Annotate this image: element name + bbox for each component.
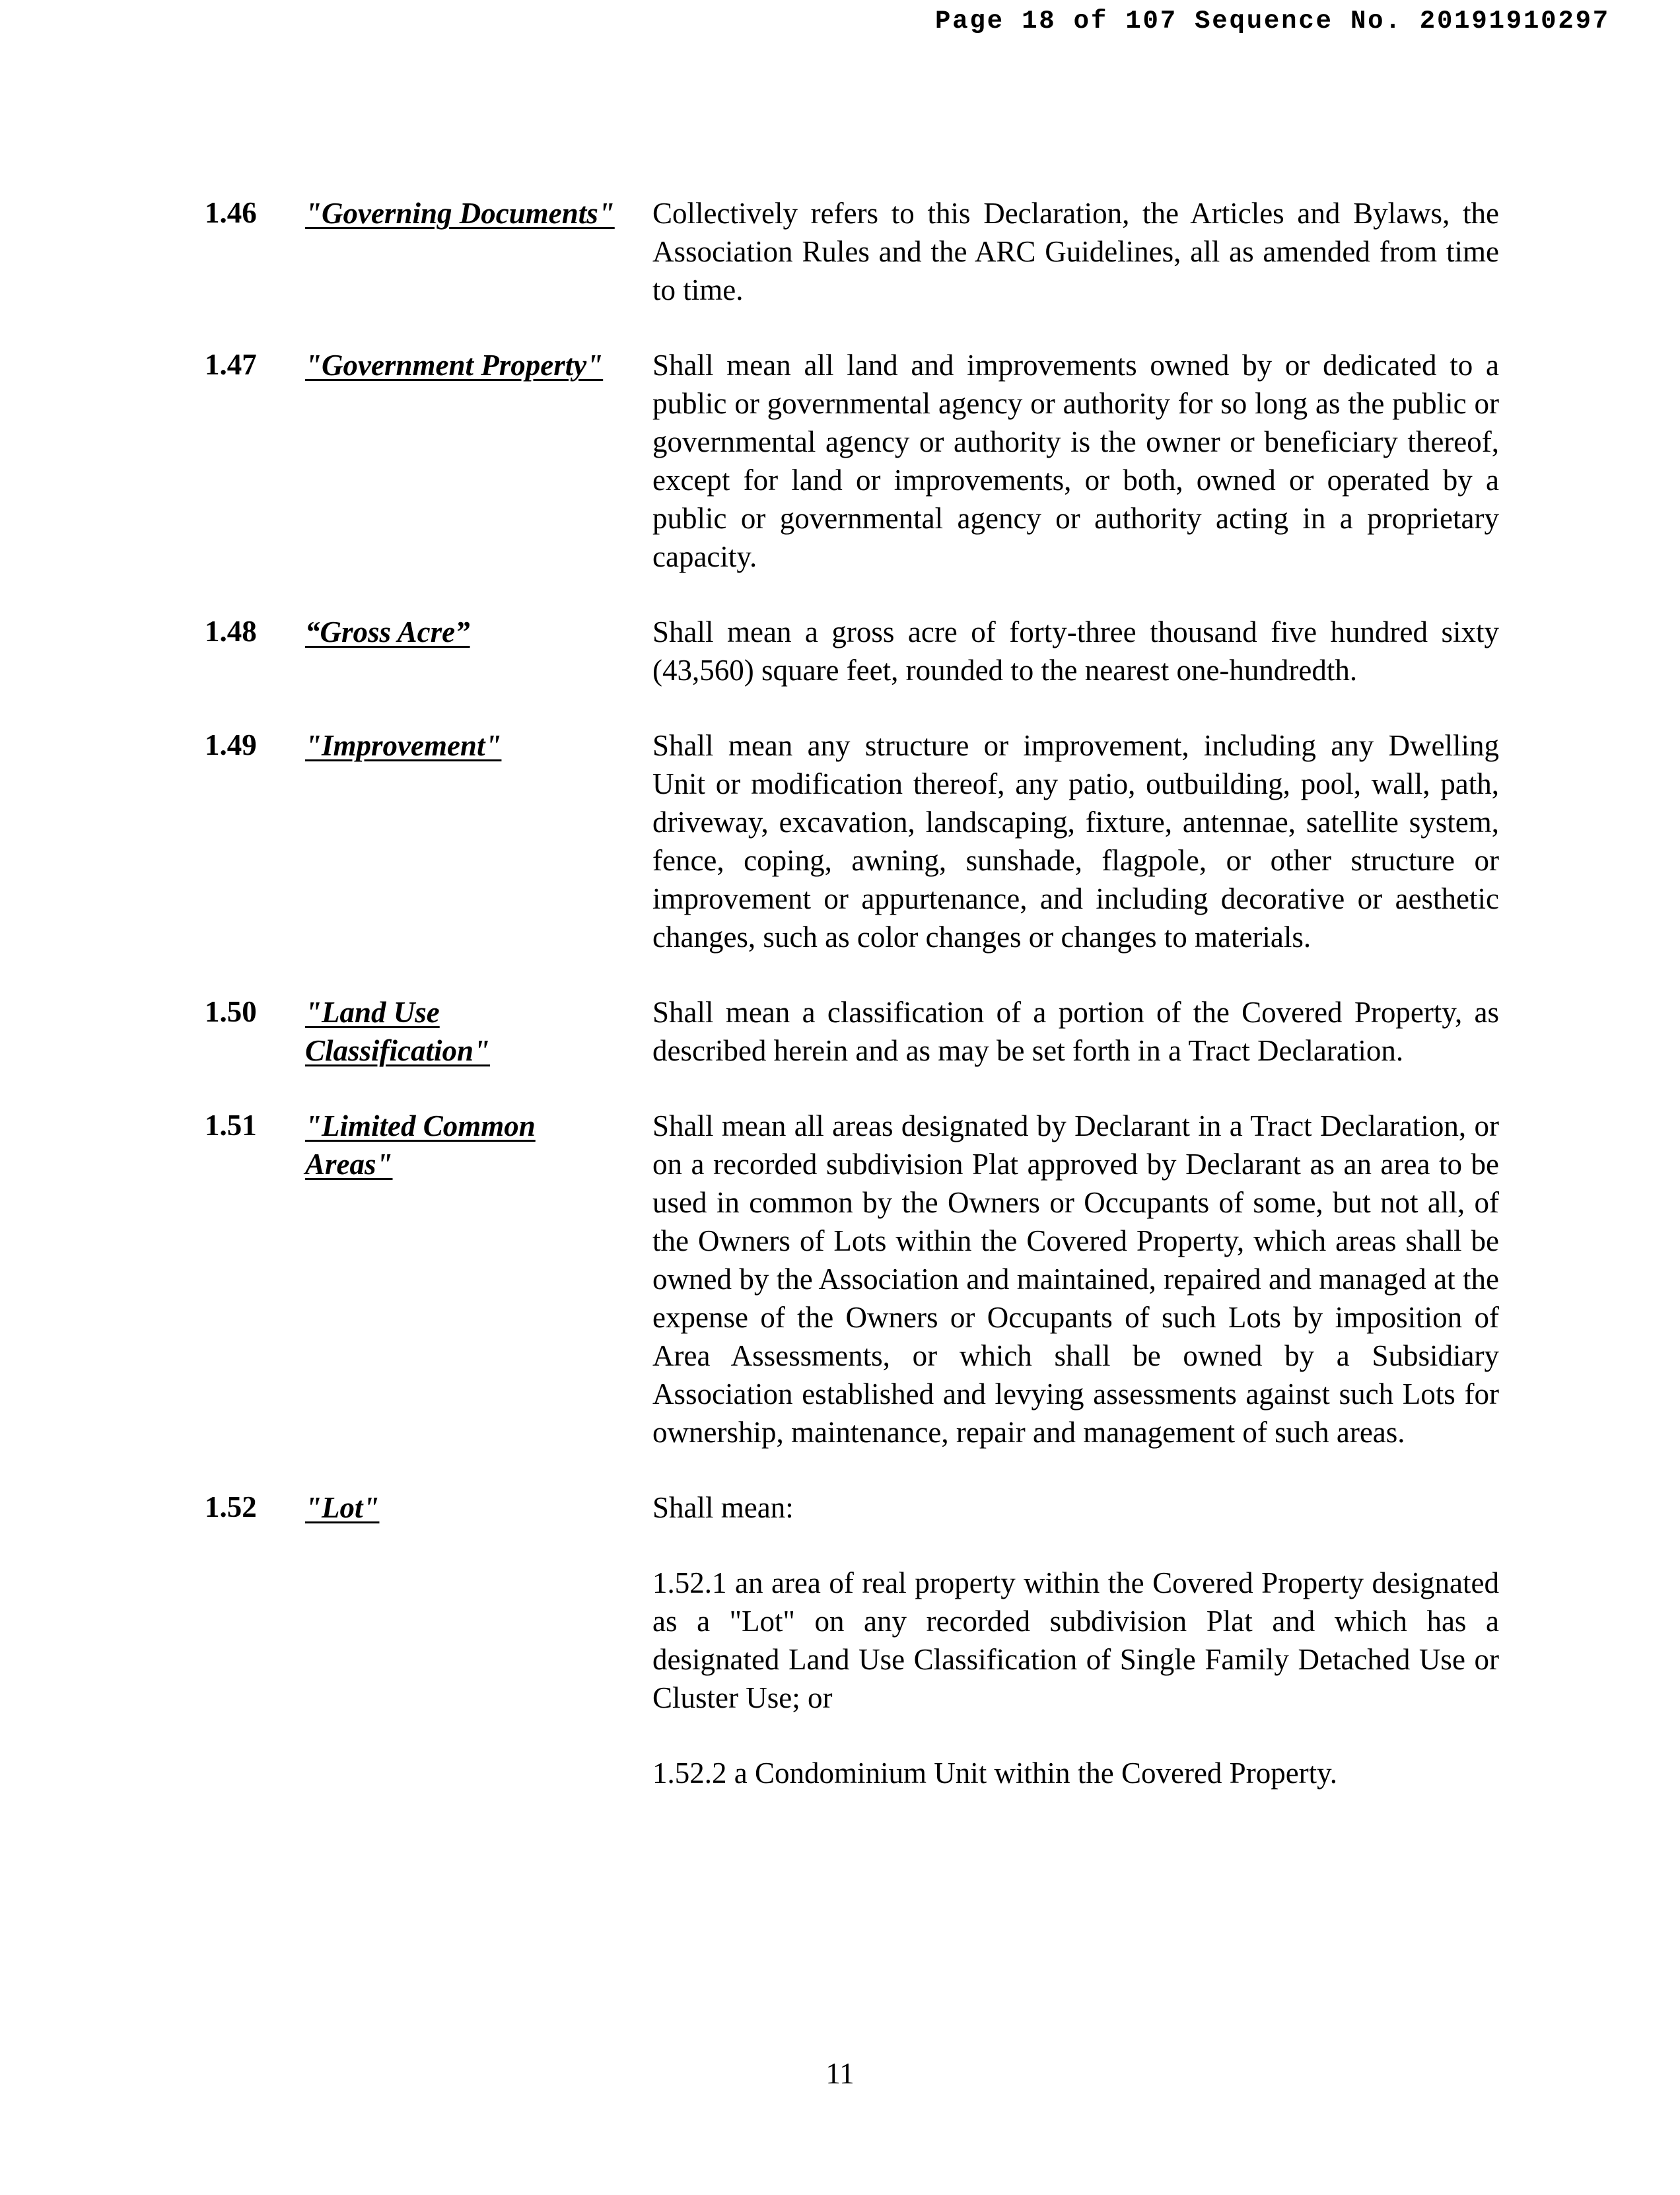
definition-number: 1.49 [205,728,257,761]
definition-item [205,613,1499,689]
definition-item [205,346,1499,576]
definition-text [652,346,1499,576]
definition-paragraph: Shall mean all areas designated by Declarant in a Tract Declaration, or on a recorded subdivision Plat approved by Declarant as an area to be used in common by the Owners or Occupants of some, but not all, of the Owners of Lots within the Covered Property, which areas shall be owned by the Association and maintained, repaired and managed at the expense of the Owners or Occupants of such Lots by imposition of Area Assessments, or which shall be owned by a Subsidiary Association established and levying assessments against such Lots for ownership, maintenance, repair and management of such areas. [652,1109,1499,1449]
definition-paragraph: Shall mean any structure or improvement, including any Dwelling Unit or modification thereof, any patio, outbuilding, pool, wall, path, driveway, excavation, landscaping, fixture, antennae, satellite system, fence, coping, awning, sunshade, flagpole, or other structure or improvement or appurtenance, and including decorative or aesthetic changes, such as color changes or changes to materials. [652,729,1499,954]
definition-text [652,726,1499,956]
definition-item [205,993,1499,1070]
definition-text [652,993,1499,1070]
definition-number: 1.50 [205,995,257,1028]
definition-paragraph: Shall mean a gross acre of forty-three thousand five hundred sixty (43,560) square feet, rounded to the nearest one-hundredth. [652,615,1499,687]
definition-item [205,1107,1499,1451]
definition-subparagraph: 1.52.1 an area of real property within the Covered Property designated as a "Lot" on any recorded subdivision Plat and which has a designated Land Use Classification of Single Family Detached Use or Cluster Use; or [652,1566,1499,1714]
definitions-list [205,194,1499,1829]
definition-item [205,726,1499,956]
definition-paragraph: Shall mean a classification of a portion of the Covered Property, as described herein and as may be set forth in a Tract Declaration. [652,996,1499,1067]
definition-text [652,194,1499,309]
definition-item [205,1488,1499,1792]
definition-term: "Land Use Classification" [305,996,491,1067]
definition-number: 1.46 [205,196,257,229]
definition-term: "Lot" [305,1491,380,1524]
definition-subparagraph: 1.52.2 a Condominium Unit within the Covered Property. [652,1757,1337,1790]
definition-term: “Gross Acre” [305,615,470,648]
definition-term: "Government Property" [305,349,604,382]
page-header: Page 18 of 107 Sequence No. 20191910297 [935,7,1610,36]
definition-term: "Governing Documents" [305,197,615,230]
definition-number: 1.52 [205,1490,257,1523]
definition-term: "Improvement" [305,729,502,762]
definition-text [652,1107,1499,1451]
definition-paragraph: Collectively refers to this Declaration, the Articles and Bylaws, the Association Rules and the ARC Guidelines, all as amended from time to time. [652,197,1499,306]
definition-text [652,1488,1499,1792]
definition-number: 1.51 [205,1109,257,1142]
definition-paragraph: Shall mean: [652,1491,794,1524]
definition-paragraph: Shall mean all land and improvements owned by or dedicated to a public or governmental agency or authority for so long as the public or governmental agency or authority is the owner or beneficiary thereof, except for land or improvements, or both, owned or operated by a public or governmental agency or authority acting in a proprietary capacity. [652,349,1499,573]
definition-text [652,613,1499,689]
definition-term: "Limited Common Areas" [305,1109,536,1181]
definition-item [205,194,1499,309]
page-number: 11 [825,2057,855,2090]
definition-number: 1.47 [205,348,257,381]
definition-number: 1.48 [205,615,257,648]
